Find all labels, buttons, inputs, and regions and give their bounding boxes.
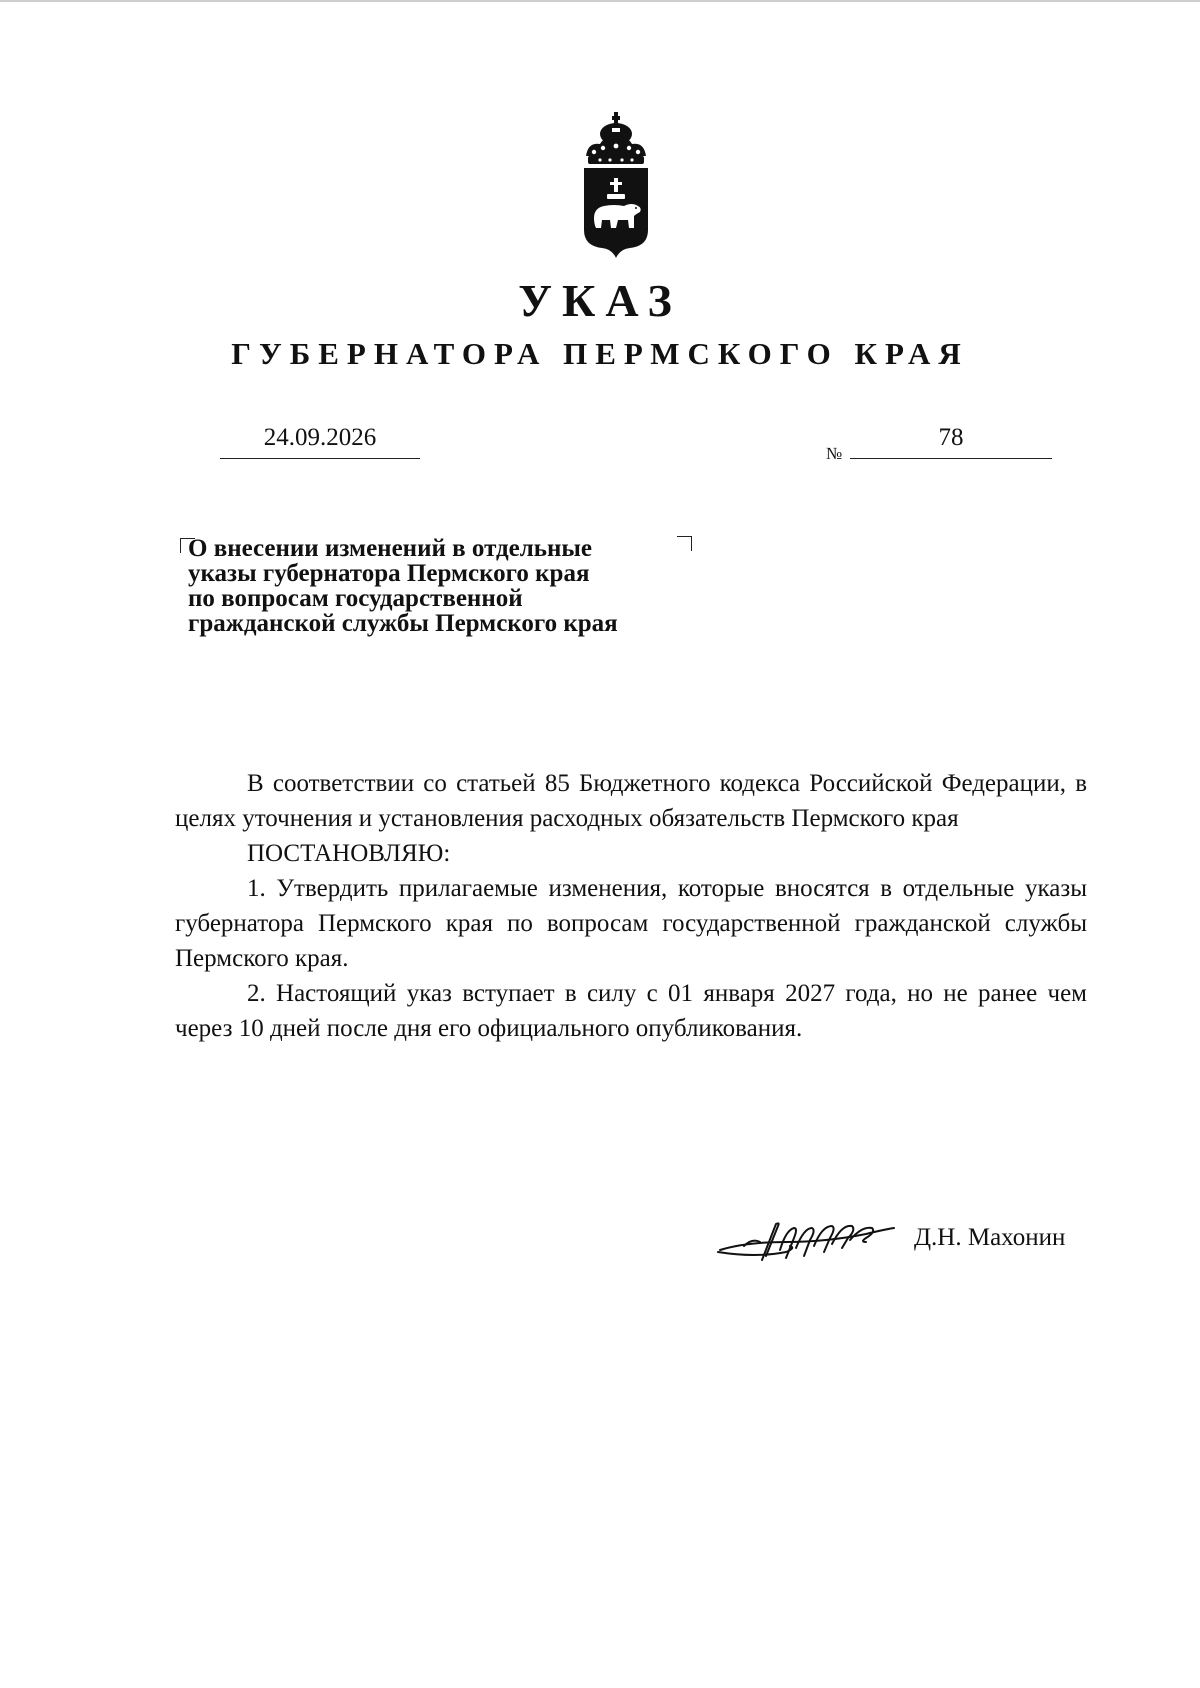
number-sign: №	[826, 444, 843, 463]
decree-word: ПОСТАНОВЛЯЮ:	[247, 840, 451, 867]
item-1-paragraph: 1. Утвердить прилагаемые изменения, которые вносятся в отдельные указы губернатора Пермского края по вопросам государственной гражданской службы Пермского края.	[175, 875, 1087, 972]
decree-number-block	[826, 424, 1052, 464]
decree-subject	[188, 536, 748, 636]
subject-line: гражданской службы Пермского края	[188, 610, 618, 637]
item-2-paragraph: 2. Настоящий указ вступает в силу с 01 января 2027 года, но не ранее чем через 10 дней после дня его официального опубликования.	[175, 980, 1087, 1042]
signatory-name: Д.Н. Махонин	[914, 1224, 1066, 1251]
subject-line: О внесении изменений в отдельные	[188, 535, 593, 562]
decree-date: 24.09.2026	[220, 424, 420, 459]
subject-line: указы губернатора Пермского края	[188, 560, 590, 587]
decree-body	[175, 766, 1087, 1046]
preamble-paragraph: В соответствии со статьей 85 Бюджетного кодекса Российской Федерации, в целях уточнения и установления расходных обязательств Пермского края	[175, 770, 1087, 832]
coat-of-arms-icon	[566, 112, 666, 262]
document-type-title: УКАЗ	[518, 275, 682, 326]
subject-line: по вопросам государственной	[188, 585, 523, 612]
handwritten-signature	[716, 1220, 896, 1264]
issuer-title: ГУБЕРНАТОРА ПЕРМСКОГО КРАЯ	[231, 336, 969, 371]
page-top-edge	[0, 0, 1200, 2]
decree-number: 78	[850, 424, 1052, 459]
